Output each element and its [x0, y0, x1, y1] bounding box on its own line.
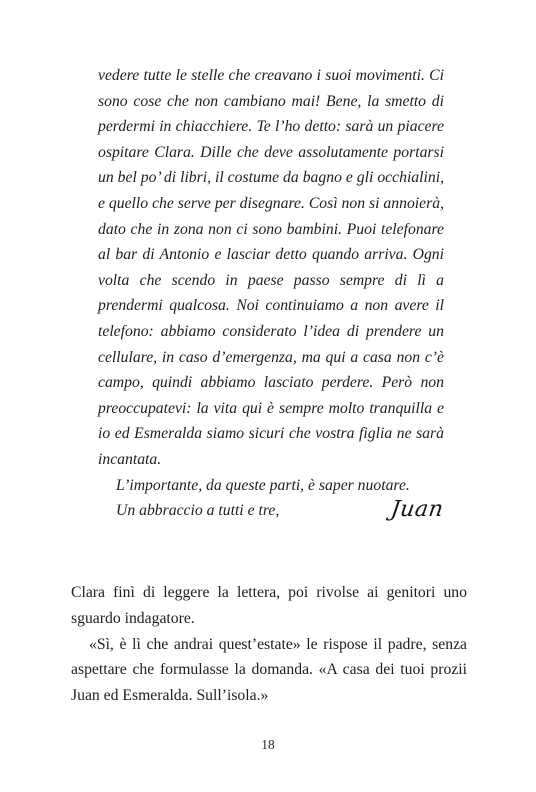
letter-body: vedere tutte le stelle che creavano i suoi movimenti. Ci sono cose che non cambiano mai! Bene, la smetto di perdermi in chiacchiere. Te l’ho detto: sarà un piacere ospitare Clara. Dille che deve assolutamente portarsi un bel po’ di libri, il costume da bagno e gli occhialini, e quello che serve per disegnare. Così non si annoierà, dato che in zona non ci sono bambini. Puoi telefonare al bar di Antonio e lasciar detto quando arriva. Ogni volta che scendo in paese passo sempre di lì a prendermi qualcosa. Noi continuiamo a non avere il telefono: abbiamo considerato l’idea di prendere un cellulare, in caso d’emergenza, ma qui a casa non c’è campo, quindi abbiamo lasciato perdere. Però non preoccupatevi: la vita qui è sempre molto tranquilla e io ed Esmeralda siamo sicuri che vostra figlia ne sarà incantata. [98, 67, 444, 468]
letter-closing-line: L’importante, da queste parti, è saper nuotare. [116, 476, 410, 494]
narrative-paragraph: Clara finì di leggere la lettera, poi rivolse ai genitori uno sguardo indagatore. [71, 584, 467, 627]
narrative-paragraph: «Sì, è lì che andrai quest’estate» le rispose il padre, senza aspettare che formulasse la domanda. «A casa dei tuoi prozii Juan ed Esmeralda. Sull’isola.» [71, 635, 467, 705]
letter-salutation: Un abbraccio a tutti e tre, [116, 502, 280, 520]
signature: Juan [389, 497, 446, 522]
narrative-text [71, 580, 467, 709]
page-number: 18 [261, 737, 275, 752]
letter-text [98, 63, 444, 524]
